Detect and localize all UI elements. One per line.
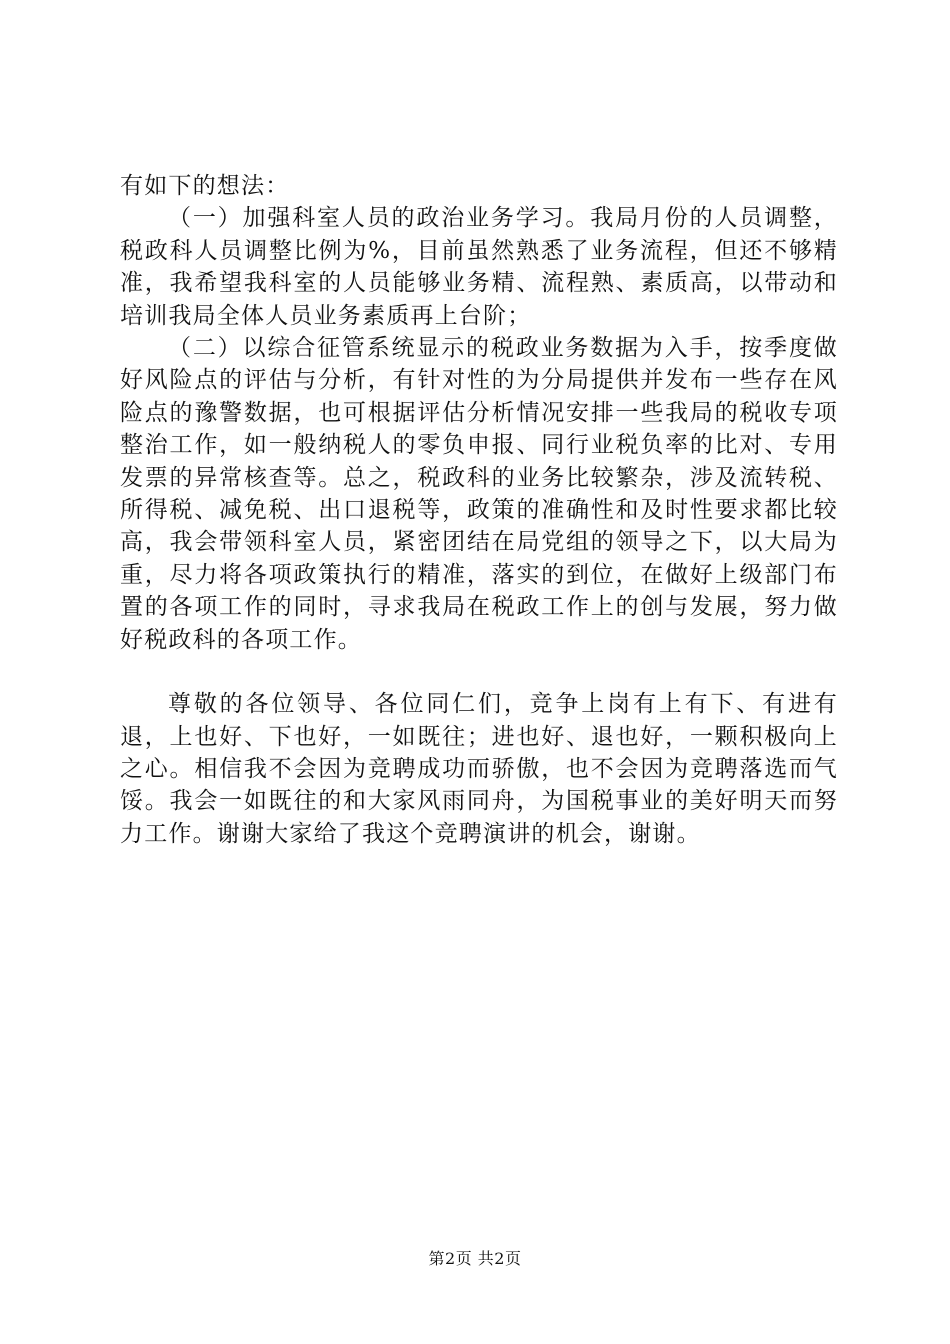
document-body — [120, 170, 838, 850]
page-footer — [0, 1246, 950, 1269]
paragraph-intro: 有如下的想法： — [120, 173, 290, 199]
paragraph-item-2: （二）以综合征管系统显示的税政业务数据为入手，按季度做好风险点的评估与分析，有针对性的为分局提供并发布一些存在风险点的豫警数据，也可根据评估分析情况安排一些我局的税收专项整治工作，如一般纳税人的零负申报、同行业税负率的比对、专用发票的异常核查等。总之，税政科的业务比较繁杂，涉及流转税、所得税、减免税、出口退税等，政策的准确性和及时性要求都比较高，我会带领科室人员，紧密团结在局党组的领导之下，以大局为重，尽力将各项政策执行的精准，落实的到位，在做好上级部门布置的各项工作的同时，寻求我局在税政工作上的创与发展，努力做好税政科的各项工作。 — [120, 335, 838, 653]
page-number-label: 第2页 共2页 — [428, 1249, 522, 1268]
paragraph-closing: 尊敬的各位领导、各位同仁们，竞争上岗有上有下、有进有退，上也好、下也好，一如既往；进也好、退也好，一颗积极向上之心。相信我不会因为竞聘成功而骄傲，也不会因为竞聘落选而气馁。我会一如既往的和大家风雨同舟，为国税事业的美好明天而努力工作。谢谢大家给了我这个竞聘演讲的机会，谢谢。 — [120, 691, 838, 847]
paragraph-item-1: （一）加强科室人员的政治业务学习。我局月份的人员调整，税政科人员调整比例为%，目前虽然熟悉了业务流程，但还不够精准，我希望我科室的人员能够业务精、流程熟、素质高，以带动和培训我局全体人员业务素质再上台阶； — [120, 205, 838, 329]
paragraph-spacer — [120, 656, 838, 688]
